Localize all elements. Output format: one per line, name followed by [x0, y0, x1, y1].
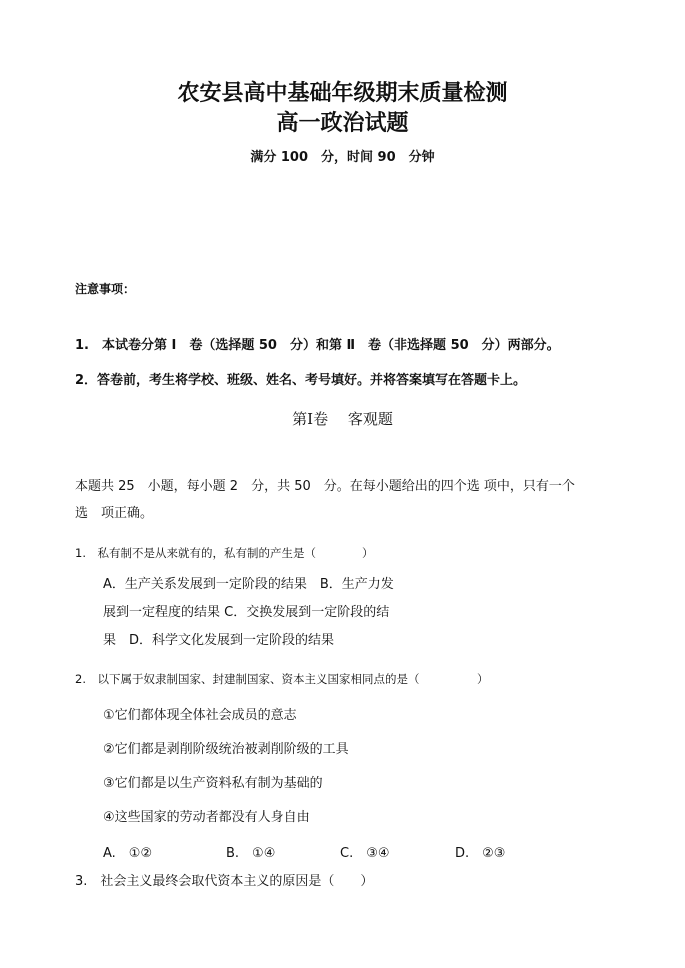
- question-2-statement-4: ④这些国家的劳动者都没有人身自由: [103, 810, 310, 825]
- notice-heading: 注意事项：: [75, 282, 136, 296]
- question-2-stem: 2. 以下属于奴隶制国家、封建制国家、资本主义国家相同点的是（ ）: [75, 672, 489, 686]
- question-1-stem: 1. 私有制不是从来就有的，私有制的产生是（ ）: [75, 546, 374, 560]
- section-intro-line-2: 选 项正确。: [75, 506, 154, 521]
- question-2-statement-3: ③它们都是以生产资料私有制为基础的: [103, 776, 323, 791]
- question-2-statement-2: ②它们都是剥削阶级统治被剥削阶级的工具: [103, 742, 349, 757]
- exam-title: 农安县高中基础年级期末质量检测: [177, 81, 508, 106]
- question-1-options-line-2: 展到一定程度的结果 C．交换发展到一定阶段的结: [103, 605, 390, 620]
- notice-item-2: 2．答卷前，考生将学校、班级、姓名、考号填好。并将答案填写在答题卡上。: [75, 373, 527, 388]
- question-1-options-line-3: 果 D．科学文化发展到一定阶段的结果: [103, 633, 335, 648]
- exam-subject-title: 高一政治试题: [276, 111, 409, 136]
- exam-score-time: 满分 100 分，时间 90 分钟: [250, 150, 435, 165]
- question-1-options-line-1: A．生产关系发展到一定阶段的结果 B．生产力发: [103, 577, 394, 592]
- section-title: 第Ⅰ卷 客观题: [292, 410, 393, 428]
- section-intro-line-1: 本题共 25 小题，每小题 2 分，共 50 分。在每小题给出的四个选 项中，只有一个: [75, 479, 575, 494]
- question-2-option-c: C. ③④: [340, 846, 390, 861]
- question-2-option-d: D. ②③: [455, 846, 506, 861]
- question-2-option-a: A. ①②: [103, 846, 153, 861]
- notice-item-1: 1. 本试卷分第 Ⅰ 卷（选择题 50 分）和第 Ⅱ 卷（非选择题 50 分）两部分。: [75, 338, 560, 353]
- question-3-stem: 3. 社会主义最终会取代资本主义的原因是（ ）: [75, 874, 374, 889]
- question-2-statement-1: ①它们都体现全体社会成员的意志: [103, 708, 297, 723]
- question-2-option-b: B. ①④: [226, 846, 276, 861]
